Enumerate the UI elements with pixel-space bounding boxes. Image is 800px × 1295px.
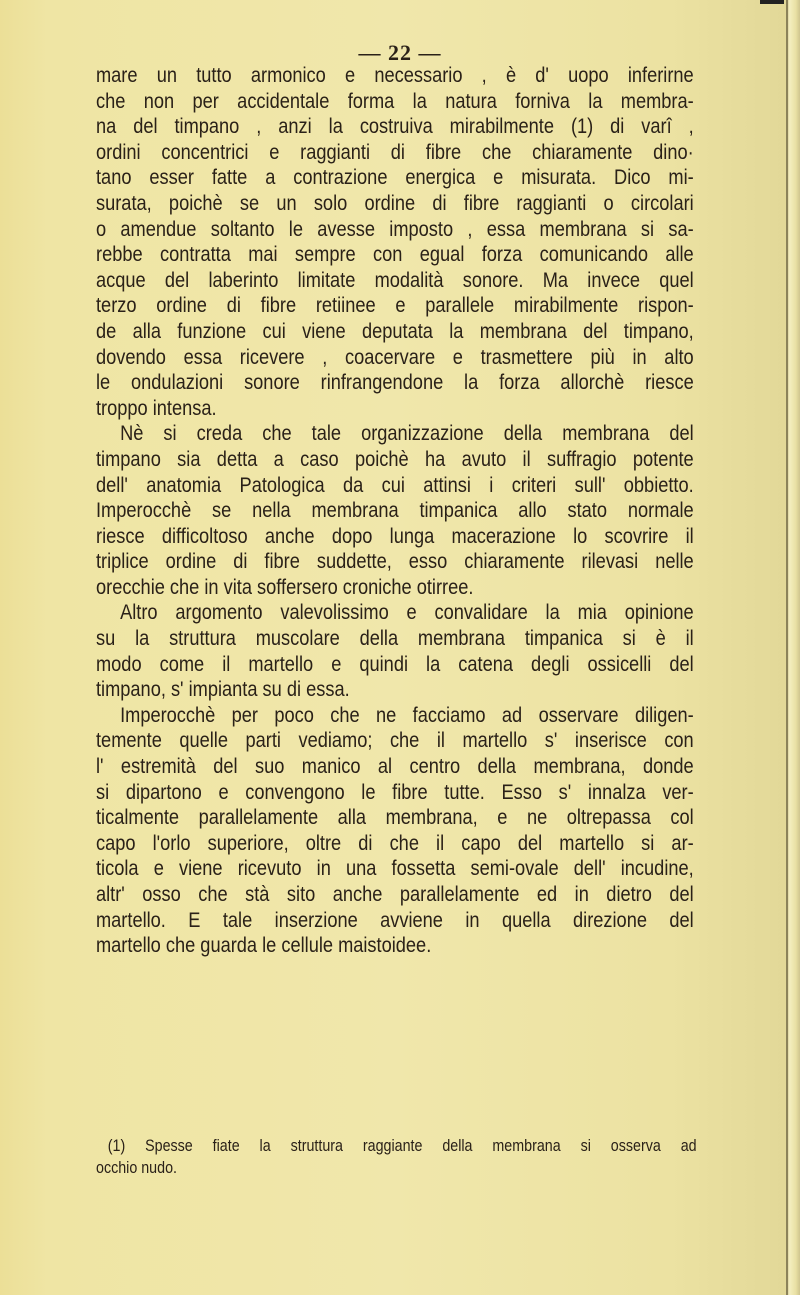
text-line: martello. E tale inserzione avviene in quella direzione del xyxy=(96,908,694,932)
paragraph xyxy=(96,600,694,702)
text-line: temente quelle parti vediamo; che il martello s' inserisce con xyxy=(96,729,694,753)
paragraph xyxy=(96,703,694,959)
text-line: na del timpano , anzi la costruiva mirabilmente (1) di varî , xyxy=(96,115,694,139)
text-line: orecchie che in vita soffersero croniche otirree. xyxy=(96,575,474,599)
text-line: ordini concentrici e raggianti di fibre che chiaramente dino· xyxy=(96,140,694,164)
footnote-line: occhio nudo. xyxy=(96,1158,177,1177)
text-line: l' estremità del suo manico al centro della membrana, donde xyxy=(96,755,694,779)
text-line: martello che guarda le cellule maistoidee. xyxy=(96,934,432,958)
text-line: modo come il martello e quindi la catena degli ossicelli del xyxy=(96,652,694,676)
text-line: tano esser fatte a contrazione energica e misurata. Dico mi- xyxy=(96,166,694,190)
text-line: Imperocchè per poco che ne facciamo ad osservare diligen- xyxy=(120,703,694,727)
text-line: Altro argomento valevolissimo e convalidare la mia opinione xyxy=(120,601,694,625)
text-line: Nè si creda che tale organizzazione della membrana del xyxy=(120,422,694,446)
paragraph xyxy=(96,421,694,600)
text-line: ticalmente parallelamente alla membrana, e ne oltrepassa col xyxy=(96,806,694,830)
text-line: su la struttura muscolare della membrana timpanica si è il xyxy=(96,627,694,651)
text-line: timpano sia detta a caso poichè ha avuto il suffragio potente xyxy=(96,447,694,471)
text-line: ticola e viene ricevuto in una fossetta semi-ovale dell' incudine, xyxy=(96,857,694,881)
scan-mark xyxy=(760,0,784,4)
paragraph xyxy=(96,63,694,421)
text-line: surata, poichè se un solo ordine di fibre raggianti o circolari xyxy=(96,191,694,215)
text-line: timpano, s' impianta su di essa. xyxy=(96,678,350,702)
text-line: riesce difficoltoso anche dopo lunga macerazione lo scovrire il xyxy=(96,524,694,548)
text-line: dovendo essa ricevere , coacervare e trasmettere più in alto xyxy=(96,345,694,369)
text-line: che non per accidentale forma la natura forniva la membra- xyxy=(96,89,694,113)
text-line: altr' osso che stà sito anche parallelamente ed in dietro del xyxy=(96,883,694,906)
text-line: terzo ordine di fibre retiinee e parallele mirabilmente rispon- xyxy=(96,294,694,318)
footnote-line: (1) Spesse fiate la struttura raggiante della membrana si osserva ad xyxy=(107,1136,697,1155)
body-text xyxy=(96,63,694,959)
text-line: acque del laberinto limitate modalità sonore. Ma invece quel xyxy=(96,268,694,292)
text-line: o amendue soltanto le avesse imposto , essa membrana si sa- xyxy=(96,217,694,241)
text-line: Imperocchè se nella membrana timpanica allo stato normale xyxy=(96,499,694,523)
text-line: troppo intensa. xyxy=(96,396,217,420)
text-line: mare un tutto armonico e necessario , è d' uopo inferirne xyxy=(96,64,694,87)
text-line: le ondulazioni sonore rinfrangendone la forza allorchè riesce xyxy=(96,371,694,395)
text-line: dell' anatomia Patologica da cui attinsi i criteri sull' obbietto. xyxy=(96,473,694,497)
footnote xyxy=(96,1135,697,1179)
text-line: triplice ordine di fibre suddette, esso chiaramente rilevasi nelle xyxy=(96,550,694,574)
page-edge-line xyxy=(786,0,788,1295)
text-line: rebbe contratta mai sempre con egual forza comunicando alle xyxy=(96,243,694,267)
text-line: si dipartono e convengono le fibre tutte. Esso s' innalza ver- xyxy=(96,780,694,804)
text-line: de alla funzione cui viene deputata la membrana del timpano, xyxy=(96,319,694,343)
page-edge xyxy=(786,0,800,1295)
text-line: capo l'orlo superiore, oltre di che il capo del martello si ar- xyxy=(96,831,694,855)
page-number: — 22 — xyxy=(358,40,442,65)
